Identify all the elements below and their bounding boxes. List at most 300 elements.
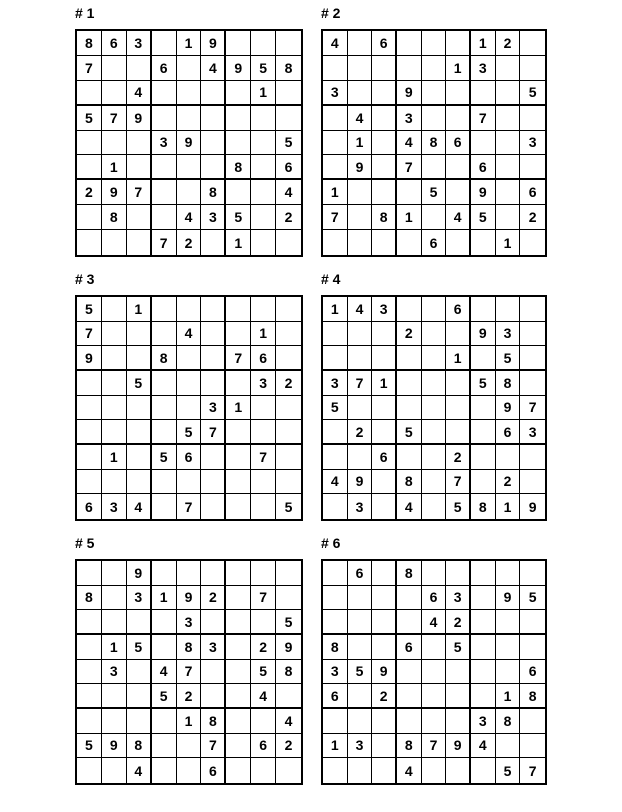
empty-cell[interactable] [226,586,251,611]
given-digit-cell[interactable]: 5 [251,56,276,81]
empty-cell[interactable] [102,561,127,586]
empty-cell[interactable] [372,494,397,519]
given-digit-cell[interactable]: 6 [446,131,471,156]
given-digit-cell[interactable]: 9 [446,734,471,759]
empty-cell[interactable] [127,660,152,685]
empty-cell[interactable] [372,396,397,421]
given-digit-cell[interactable]: 1 [348,131,373,156]
empty-cell[interactable] [77,470,102,495]
empty-cell[interactable] [226,31,251,56]
empty-cell[interactable] [251,396,276,421]
empty-cell[interactable] [226,635,251,660]
given-digit-cell[interactable]: 7 [127,180,152,205]
empty-cell[interactable] [422,758,447,783]
empty-cell[interactable] [348,31,373,56]
empty-cell[interactable] [372,346,397,371]
empty-cell[interactable] [323,322,348,347]
given-digit-cell[interactable]: 4 [397,494,422,519]
given-digit-cell[interactable]: 2 [446,445,471,470]
empty-cell[interactable] [372,230,397,255]
empty-cell[interactable] [276,561,301,586]
given-digit-cell[interactable]: 5 [127,635,152,660]
empty-cell[interactable] [77,709,102,734]
given-digit-cell[interactable]: 3 [102,660,127,685]
given-digit-cell[interactable]: 3 [201,205,226,230]
empty-cell[interactable] [251,610,276,635]
given-digit-cell[interactable]: 9 [102,180,127,205]
empty-cell[interactable] [201,230,226,255]
empty-cell[interactable] [520,31,545,56]
empty-cell[interactable] [251,131,276,156]
empty-cell[interactable] [471,396,496,421]
given-digit-cell[interactable]: 5 [348,660,373,685]
empty-cell[interactable] [422,155,447,180]
empty-cell[interactable] [201,346,226,371]
empty-cell[interactable] [520,371,545,396]
empty-cell[interactable] [276,106,301,131]
empty-cell[interactable] [397,371,422,396]
empty-cell[interactable] [226,180,251,205]
given-digit-cell[interactable]: 8 [127,734,152,759]
empty-cell[interactable] [276,346,301,371]
empty-cell[interactable] [323,561,348,586]
given-digit-cell[interactable]: 8 [177,635,202,660]
empty-cell[interactable] [496,155,521,180]
given-digit-cell[interactable]: 1 [323,180,348,205]
empty-cell[interactable] [102,297,127,322]
empty-cell[interactable] [102,81,127,106]
given-digit-cell[interactable]: 7 [77,56,102,81]
given-digit-cell[interactable]: 8 [397,470,422,495]
given-digit-cell[interactable]: 9 [471,322,496,347]
empty-cell[interactable] [422,684,447,709]
given-digit-cell[interactable]: 1 [372,371,397,396]
given-digit-cell[interactable]: 2 [201,586,226,611]
empty-cell[interactable] [177,470,202,495]
given-digit-cell[interactable]: 2 [276,205,301,230]
empty-cell[interactable] [152,155,177,180]
empty-cell[interactable] [226,494,251,519]
given-digit-cell[interactable]: 8 [276,660,301,685]
given-digit-cell[interactable]: 6 [201,758,226,783]
empty-cell[interactable] [422,81,447,106]
empty-cell[interactable] [397,297,422,322]
empty-cell[interactable] [372,131,397,156]
empty-cell[interactable] [127,131,152,156]
empty-cell[interactable] [520,561,545,586]
given-digit-cell[interactable]: 9 [177,586,202,611]
empty-cell[interactable] [348,322,373,347]
given-digit-cell[interactable]: 4 [471,734,496,759]
empty-cell[interactable] [127,346,152,371]
empty-cell[interactable] [496,734,521,759]
given-digit-cell[interactable]: 2 [520,205,545,230]
empty-cell[interactable] [201,371,226,396]
given-digit-cell[interactable]: 1 [496,494,521,519]
empty-cell[interactable] [251,494,276,519]
empty-cell[interactable] [226,709,251,734]
given-digit-cell[interactable]: 6 [422,586,447,611]
empty-cell[interactable] [372,709,397,734]
empty-cell[interactable] [177,56,202,81]
empty-cell[interactable] [348,586,373,611]
empty-cell[interactable] [77,635,102,660]
empty-cell[interactable] [127,684,152,709]
empty-cell[interactable] [152,396,177,421]
empty-cell[interactable] [520,346,545,371]
given-digit-cell[interactable]: 6 [372,31,397,56]
empty-cell[interactable] [102,610,127,635]
empty-cell[interactable] [372,155,397,180]
given-digit-cell[interactable]: 7 [520,396,545,421]
given-digit-cell[interactable]: 3 [372,297,397,322]
empty-cell[interactable] [127,610,152,635]
given-digit-cell[interactable]: 1 [102,155,127,180]
empty-cell[interactable] [152,31,177,56]
empty-cell[interactable] [471,445,496,470]
empty-cell[interactable] [422,709,447,734]
given-digit-cell[interactable]: 3 [520,420,545,445]
empty-cell[interactable] [520,322,545,347]
given-digit-cell[interactable]: 4 [397,758,422,783]
given-digit-cell[interactable]: 9 [226,56,251,81]
empty-cell[interactable] [348,684,373,709]
given-digit-cell[interactable]: 1 [446,56,471,81]
empty-cell[interactable] [372,758,397,783]
given-digit-cell[interactable]: 9 [127,106,152,131]
empty-cell[interactable] [127,322,152,347]
given-digit-cell[interactable]: 1 [177,709,202,734]
empty-cell[interactable] [471,586,496,611]
empty-cell[interactable] [397,180,422,205]
given-digit-cell[interactable]: 6 [348,561,373,586]
given-digit-cell[interactable]: 5 [397,420,422,445]
empty-cell[interactable] [471,610,496,635]
empty-cell[interactable] [471,635,496,660]
given-digit-cell[interactable]: 4 [201,56,226,81]
given-digit-cell[interactable]: 5 [471,205,496,230]
empty-cell[interactable] [323,445,348,470]
empty-cell[interactable] [226,371,251,396]
given-digit-cell[interactable]: 6 [496,420,521,445]
empty-cell[interactable] [77,230,102,255]
empty-cell[interactable] [201,470,226,495]
given-digit-cell[interactable]: 7 [251,445,276,470]
given-digit-cell[interactable]: 1 [127,297,152,322]
empty-cell[interactable] [496,205,521,230]
empty-cell[interactable] [422,346,447,371]
empty-cell[interactable] [446,660,471,685]
empty-cell[interactable] [152,494,177,519]
empty-cell[interactable] [276,420,301,445]
given-digit-cell[interactable]: 1 [226,396,251,421]
empty-cell[interactable] [77,561,102,586]
empty-cell[interactable] [446,81,471,106]
given-digit-cell[interactable]: 5 [77,106,102,131]
empty-cell[interactable] [397,445,422,470]
empty-cell[interactable] [251,106,276,131]
empty-cell[interactable] [276,758,301,783]
empty-cell[interactable] [422,470,447,495]
given-digit-cell[interactable]: 2 [496,31,521,56]
given-digit-cell[interactable]: 3 [102,494,127,519]
empty-cell[interactable] [77,660,102,685]
given-digit-cell[interactable]: 5 [77,734,102,759]
given-digit-cell[interactable]: 6 [276,155,301,180]
empty-cell[interactable] [471,470,496,495]
empty-cell[interactable] [251,470,276,495]
given-digit-cell[interactable]: 7 [201,420,226,445]
empty-cell[interactable] [422,56,447,81]
empty-cell[interactable] [226,322,251,347]
empty-cell[interactable] [348,56,373,81]
empty-cell[interactable] [348,81,373,106]
given-digit-cell[interactable]: 1 [102,445,127,470]
empty-cell[interactable] [226,734,251,759]
empty-cell[interactable] [177,106,202,131]
empty-cell[interactable] [251,561,276,586]
given-digit-cell[interactable]: 5 [152,684,177,709]
empty-cell[interactable] [446,322,471,347]
empty-cell[interactable] [520,56,545,81]
empty-cell[interactable] [471,684,496,709]
given-digit-cell[interactable]: 8 [226,155,251,180]
empty-cell[interactable] [102,56,127,81]
empty-cell[interactable] [446,230,471,255]
given-digit-cell[interactable]: 3 [446,586,471,611]
empty-cell[interactable] [177,346,202,371]
empty-cell[interactable] [496,635,521,660]
empty-cell[interactable] [372,420,397,445]
given-digit-cell[interactable]: 1 [323,734,348,759]
empty-cell[interactable] [177,155,202,180]
empty-cell[interactable] [372,180,397,205]
empty-cell[interactable] [520,106,545,131]
empty-cell[interactable] [446,106,471,131]
empty-cell[interactable] [323,56,348,81]
given-digit-cell[interactable]: 9 [528,498,537,515]
empty-cell[interactable] [496,297,521,322]
empty-cell[interactable] [152,205,177,230]
empty-cell[interactable] [471,660,496,685]
given-digit-cell[interactable]: 3 [348,494,373,519]
empty-cell[interactable] [520,709,545,734]
given-digit-cell[interactable]: 1 [177,31,202,56]
empty-cell[interactable] [102,420,127,445]
empty-cell[interactable] [422,660,447,685]
empty-cell[interactable] [471,131,496,156]
empty-cell[interactable] [520,155,545,180]
given-digit-cell[interactable]: 9 [496,586,521,611]
empty-cell[interactable] [348,635,373,660]
empty-cell[interactable] [226,106,251,131]
empty-cell[interactable] [251,205,276,230]
given-digit-cell[interactable]: 3 [127,586,152,611]
given-digit-cell[interactable]: 3 [496,322,521,347]
given-digit-cell[interactable]: 6 [251,734,276,759]
empty-cell[interactable] [102,131,127,156]
given-digit-cell[interactable]: 2 [177,230,202,255]
given-digit-cell[interactable]: 5 [152,445,177,470]
empty-cell[interactable] [520,470,545,495]
empty-cell[interactable] [422,396,447,421]
given-digit-cell[interactable]: 9 [348,470,373,495]
empty-cell[interactable] [152,709,177,734]
empty-cell[interactable] [177,81,202,106]
empty-cell[interactable] [177,371,202,396]
given-digit-cell[interactable]: 6 [251,346,276,371]
empty-cell[interactable] [348,396,373,421]
empty-cell[interactable] [177,180,202,205]
empty-cell[interactable] [520,734,545,759]
empty-cell[interactable] [102,371,127,396]
given-digit-cell[interactable]: 7 [397,155,422,180]
given-digit-cell[interactable]: 2 [177,684,202,709]
given-digit-cell[interactable]: 8 [496,709,521,734]
given-digit-cell[interactable]: 1 [251,322,276,347]
empty-cell[interactable] [446,709,471,734]
given-digit-cell[interactable]: 7 [348,371,373,396]
empty-cell[interactable] [397,709,422,734]
empty-cell[interactable] [372,81,397,106]
empty-cell[interactable] [323,758,348,783]
empty-cell[interactable] [201,684,226,709]
given-digit-cell[interactable]: 5 [471,371,496,396]
empty-cell[interactable] [372,322,397,347]
empty-cell[interactable] [496,180,521,205]
empty-cell[interactable] [127,470,152,495]
given-digit-cell[interactable]: 4 [127,758,152,783]
given-digit-cell[interactable]: 4 [276,709,301,734]
given-digit-cell[interactable]: 5 [177,420,202,445]
empty-cell[interactable] [77,758,102,783]
empty-cell[interactable] [276,396,301,421]
empty-cell[interactable] [422,205,447,230]
given-digit-cell[interactable]: 1 [496,684,521,709]
empty-cell[interactable] [102,684,127,709]
given-digit-cell[interactable]: 3 [348,734,373,759]
empty-cell[interactable] [323,106,348,131]
given-digit-cell[interactable]: 3 [251,371,276,396]
empty-cell[interactable] [496,610,521,635]
empty-cell[interactable] [422,297,447,322]
empty-cell[interactable] [276,684,301,709]
empty-cell[interactable] [372,610,397,635]
given-digit-cell[interactable]: 5 [226,205,251,230]
given-digit-cell[interactable]: 3 [323,660,348,685]
empty-cell[interactable] [127,709,152,734]
empty-cell[interactable] [201,131,226,156]
empty-cell[interactable] [226,470,251,495]
empty-cell[interactable] [226,610,251,635]
empty-cell[interactable] [372,635,397,660]
empty-cell[interactable] [226,660,251,685]
given-digit-cell[interactable]: 6 [323,684,348,709]
empty-cell[interactable] [496,561,521,586]
given-digit-cell[interactable]: 5 [446,494,471,519]
given-digit-cell[interactable]: 7 [471,106,496,131]
given-digit-cell[interactable]: 7 [528,762,537,779]
empty-cell[interactable] [152,106,177,131]
given-digit-cell[interactable]: 4 [446,205,471,230]
empty-cell[interactable] [446,155,471,180]
empty-cell[interactable] [276,322,301,347]
given-digit-cell[interactable]: 7 [177,494,202,519]
empty-cell[interactable] [496,445,521,470]
given-digit-cell[interactable]: 3 [127,31,152,56]
given-digit-cell[interactable]: 5 [276,131,301,156]
given-digit-cell[interactable]: 3 [152,131,177,156]
given-digit-cell[interactable]: 9 [348,155,373,180]
empty-cell[interactable] [397,31,422,56]
given-digit-cell[interactable]: 9 [496,396,521,421]
empty-cell[interactable] [323,155,348,180]
empty-cell[interactable] [276,586,301,611]
empty-cell[interactable] [323,420,348,445]
given-digit-cell[interactable]: 4 [152,660,177,685]
empty-cell[interactable] [496,56,521,81]
given-digit-cell[interactable]: 3 [177,610,202,635]
given-digit-cell[interactable]: 5 [520,586,545,611]
given-digit-cell[interactable]: 1 [226,230,251,255]
given-digit-cell[interactable]: 1 [323,297,348,322]
given-digit-cell[interactable]: 8 [152,346,177,371]
empty-cell[interactable] [201,494,226,519]
empty-cell[interactable] [177,396,202,421]
empty-cell[interactable] [152,470,177,495]
given-digit-cell[interactable]: 1 [446,346,471,371]
given-digit-cell[interactable]: 7 [152,230,177,255]
given-digit-cell[interactable]: 4 [276,180,301,205]
empty-cell[interactable] [323,610,348,635]
empty-cell[interactable] [422,420,447,445]
given-digit-cell[interactable]: 8 [471,494,496,519]
empty-cell[interactable] [471,81,496,106]
given-digit-cell[interactable]: 2 [77,180,102,205]
empty-cell[interactable] [251,155,276,180]
given-digit-cell[interactable]: 3 [201,635,226,660]
given-digit-cell[interactable]: 1 [496,230,521,255]
empty-cell[interactable] [201,297,226,322]
given-digit-cell[interactable]: 3 [520,131,545,156]
empty-cell[interactable] [201,610,226,635]
given-digit-cell[interactable]: 7 [251,586,276,611]
empty-cell[interactable] [226,297,251,322]
empty-cell[interactable] [446,371,471,396]
given-digit-cell[interactable]: 8 [201,180,226,205]
given-digit-cell[interactable]: 9 [397,81,422,106]
empty-cell[interactable] [397,396,422,421]
given-digit-cell[interactable]: 3 [397,106,422,131]
empty-cell[interactable] [226,684,251,709]
given-digit-cell[interactable]: 5 [77,297,102,322]
empty-cell[interactable] [177,297,202,322]
empty-cell[interactable] [397,660,422,685]
given-digit-cell[interactable]: 8 [77,586,102,611]
empty-cell[interactable] [323,709,348,734]
empty-cell[interactable] [226,758,251,783]
empty-cell[interactable] [226,445,251,470]
empty-cell[interactable] [77,371,102,396]
given-digit-cell[interactable]: 7 [446,470,471,495]
empty-cell[interactable] [251,230,276,255]
given-digit-cell[interactable]: 9 [127,561,152,586]
given-digit-cell[interactable]: 9 [471,180,496,205]
given-digit-cell[interactable]: 5 [127,371,152,396]
given-digit-cell[interactable]: 3 [323,371,348,396]
given-digit-cell[interactable]: 6 [372,445,397,470]
empty-cell[interactable] [372,470,397,495]
